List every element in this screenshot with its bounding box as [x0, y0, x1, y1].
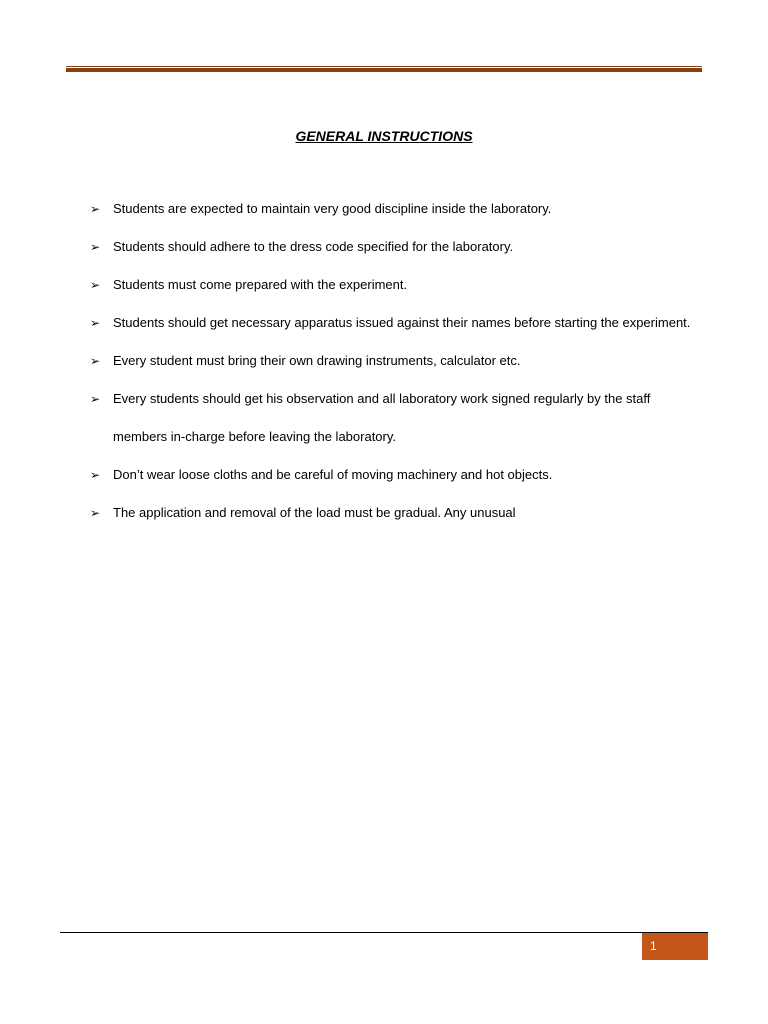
- instruction-item: [88, 456, 698, 494]
- footer-rule: [60, 932, 708, 933]
- instruction-item: [88, 190, 698, 228]
- instruction-text: Students must come prepared with the experiment.: [113, 277, 408, 292]
- arrow-bullet-icon: ➢: [90, 392, 101, 406]
- instruction-item: [88, 342, 698, 380]
- arrow-bullet-icon: ➢: [90, 240, 101, 254]
- instruction-text: Students should get necessary apparatus issued against their names before starting the experiment.: [113, 315, 691, 330]
- instruction-text: Students should adhere to the dress code specified for the laboratory.: [113, 239, 514, 254]
- header-rule-thick: [66, 68, 702, 72]
- arrow-bullet-icon: ➢: [90, 468, 101, 482]
- arrow-bullet-icon: ➢: [90, 316, 101, 330]
- page-number: 1: [642, 933, 708, 960]
- instruction-item: [88, 228, 698, 266]
- header-rule-thin: [66, 66, 702, 67]
- instruction-text: The application and removal of the load must be gradual. Any unusual: [113, 505, 516, 520]
- arrow-bullet-icon: ➢: [90, 506, 101, 520]
- arrow-bullet-icon: ➢: [90, 202, 101, 216]
- page-title: GENERAL INSTRUCTIONS: [295, 128, 473, 144]
- arrow-bullet-icon: ➢: [90, 278, 101, 292]
- instruction-text: Every student must bring their own drawing instruments, calculator etc.: [113, 353, 521, 368]
- arrow-bullet-icon: ➢: [90, 354, 101, 368]
- instruction-list: [88, 190, 698, 532]
- instruction-item: [88, 494, 698, 532]
- instruction-item: [88, 304, 698, 342]
- instruction-text: Students are expected to maintain very good discipline inside the laboratory.: [113, 201, 552, 216]
- header-rule: [66, 66, 702, 72]
- instruction-text: Don’t wear loose cloths and be careful of moving machinery and hot objects.: [113, 467, 553, 482]
- instruction-item: [88, 266, 698, 304]
- instruction-item: [88, 380, 698, 456]
- instruction-text: Every students should get his observation and all laboratory work signed regularly by the staff members in-charge before leaving the laboratory.: [113, 391, 651, 444]
